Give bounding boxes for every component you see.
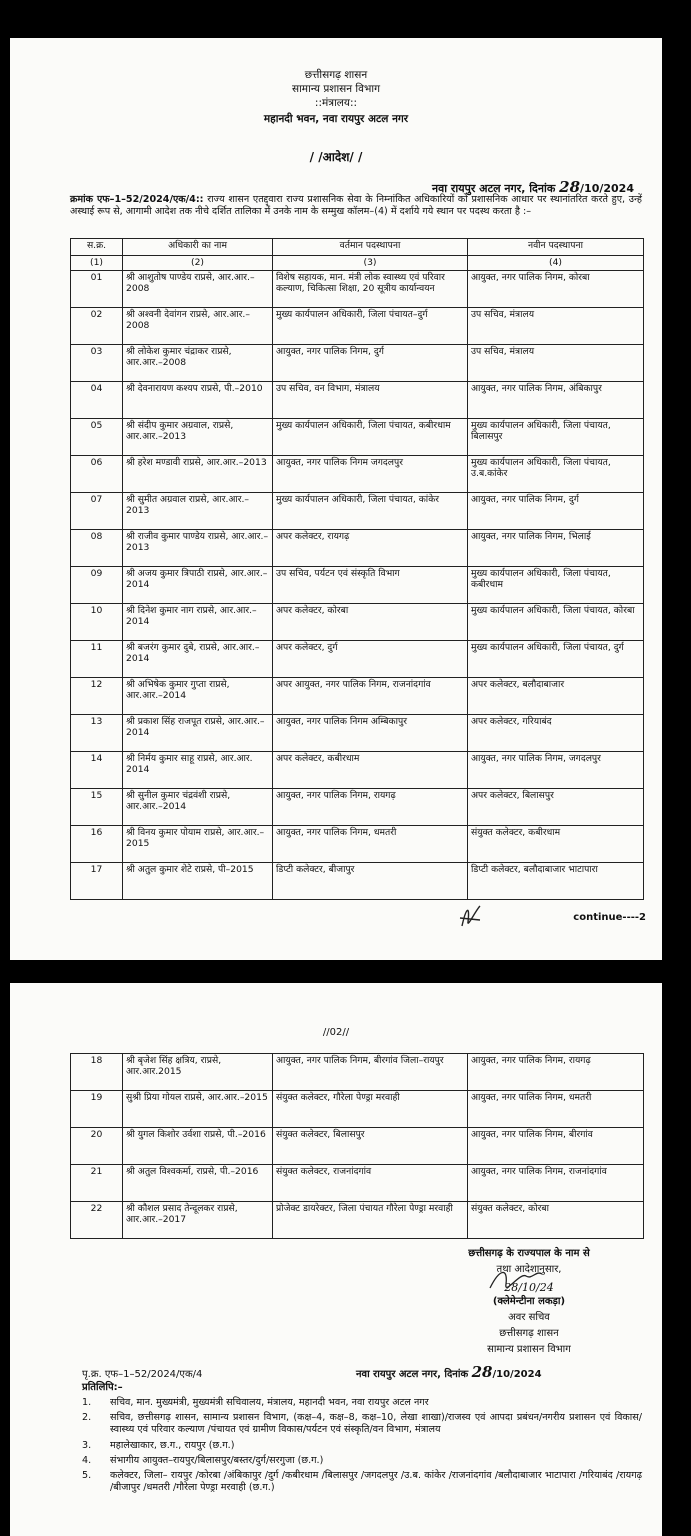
cell-current-posting: आयुक्त, नगर पालिक निगम जगदलपुर [273, 456, 468, 493]
col-number: (1) [71, 256, 123, 271]
header-department: सामान्य प्रशासन विभाग [291, 83, 380, 95]
endorsement-date-prefix: नवा रायपुर अटल नगर, दिनांक [356, 1369, 469, 1380]
cell-current-posting: आयुक्त, नगर पालिक निगम, रायगढ़ [273, 789, 468, 826]
cell-current-posting: आयुक्त, नगर पालिक निगम, दुर्ग [273, 345, 468, 382]
cell-officer-name: श्री संदीप कुमार अग्रवाल, राप्रसे, आर.आर.–2013 [123, 419, 273, 456]
table-body [71, 271, 644, 900]
table-row [71, 641, 644, 678]
cell-current-posting: अपर आयुक्त, नगर पालिक निगम, राजनांदगांव [273, 678, 468, 715]
document-page-1 [10, 38, 662, 960]
cell-sno: 10 [71, 604, 123, 641]
table-row [71, 419, 644, 456]
endorsement-date [356, 1363, 542, 1381]
cell-new-posting: मुख्य कार्यपालन अधिकारी, जिला पंचायत, कबीरधाम [468, 567, 644, 604]
table-row [71, 271, 644, 308]
governor-line-1: छत्तीसगढ़ के राज्यपाल के नाम से [468, 1248, 590, 1259]
cell-sno: 19 [71, 1091, 123, 1128]
cell-current-posting: अपर कलेक्टर, रायगढ़ [273, 530, 468, 567]
header-ministry: ::मंत्रालय:: [314, 97, 358, 109]
table-row [71, 1128, 644, 1165]
governor-line-2: तथा आदेशानुसार, [496, 1264, 562, 1275]
cell-current-posting: आयुक्त, नगर पालिक निगम, बीरगांव जिला–रायपुर [273, 1054, 468, 1091]
cell-officer-name: सुश्री प्रिया गोयल राप्रसे, आर.आर.–2015 [123, 1091, 273, 1128]
cell-new-posting: उप सचिव, मंत्रालय [468, 308, 644, 345]
cell-new-posting: आयुक्त, नगर पालिक निगम, दुर्ग [468, 493, 644, 530]
table-row [71, 863, 644, 900]
cell-new-posting: आयुक्त, नगर पालिक निगम, भिलाई [468, 530, 644, 567]
endorsement-date-suffix: /10/2024 [492, 1369, 542, 1380]
cell-officer-name: श्री देवनारायण कश्यप राप्रसे, पी.–2010 [123, 382, 273, 419]
list-item-number: 2. [82, 1412, 92, 1424]
cell-officer-name: श्री अजय कुमार त्रिपाठी राप्रसे, आर.आर.–2014 [123, 567, 273, 604]
signature-date-handwritten: 28/10/24 [504, 1281, 554, 1294]
cell-current-posting: आयुक्त, नगर पालिक निगम, धमतरी [273, 826, 468, 863]
cell-current-posting: डिप्टी कलेक्टर, बीजापुर [273, 863, 468, 900]
table-row [71, 1054, 644, 1091]
cell-officer-name: श्री दिनेश कुमार नाग राप्रसे, आर.आर.–2014 [123, 604, 273, 641]
cell-officer-name: श्री सुमीत अग्रवाल राप्रसे, आर.आर.–2013 [123, 493, 273, 530]
table-row [71, 382, 644, 419]
date-prefix: नवा रायपुर अटल नगर, दिनांक [431, 182, 556, 195]
table-body [71, 1054, 644, 1239]
header-address: महानदी भवन, नवा रायपुर अटल नगर [263, 113, 409, 125]
cell-sno: 05 [71, 419, 123, 456]
signature-icon [486, 1266, 546, 1296]
cell-current-posting: मुख्य कार्यपालन अधिकारी, जिला पंचायत, कबीरधाम [273, 419, 468, 456]
list-item [82, 1412, 642, 1436]
table-row [71, 493, 644, 530]
cell-new-posting: आयुक्त, नगर पालिक निगम, बीरगांव [468, 1128, 644, 1165]
order-intro [70, 194, 642, 217]
table-row [71, 1091, 644, 1128]
cell-new-posting: संयुक्त कलेक्टर, कोरबा [468, 1202, 644, 1239]
table-header-row [71, 239, 644, 256]
table-row [71, 530, 644, 567]
cell-current-posting: आयुक्त, नगर पालिक निगम अम्बिकापुर [273, 715, 468, 752]
officer-org-1: छत्तीसगढ़ शासन [499, 1328, 559, 1339]
cell-current-posting: अपर कलेक्टर, दुर्ग [273, 641, 468, 678]
cell-sno: 17 [71, 863, 123, 900]
cell-current-posting: प्रोजेक्ट डायरेक्टर, जिला पंचायत गौरेला पेण्ड्रा मरवाही [273, 1202, 468, 1239]
cell-new-posting: आयुक्त, नगर पालिक निगम, कोरबा [468, 271, 644, 308]
list-item [82, 1455, 642, 1467]
date-suffix: /10/2024 [580, 182, 634, 195]
cell-new-posting: आयुक्त, नगर पालिक निगम, जगदलपुर [468, 752, 644, 789]
list-item-number: 5. [82, 1470, 92, 1482]
cell-officer-name: श्री राजीव कुमार पाण्डेय राप्रसे, आर.आर.–2013 [123, 530, 273, 567]
cell-sno: 12 [71, 678, 123, 715]
cell-current-posting: संयुक्त कलेक्टर, गौरेला पेण्ड्रा मरवाही [273, 1091, 468, 1128]
officer-designation: अवर सचिव [508, 1312, 550, 1323]
cell-new-posting: अपर कलेक्टर, बलौदाबाजार [468, 678, 644, 715]
list-item-text: कलेक्टर, जिला– रायपुर /कोरबा /अंबिकापुर /दुर्ग /कबीरधाम /बिलासपुर /जगदलपुर /उ.ब. कांकेर /राजनांदगांव /बलौदाबाजार भाटापारा /गरियाबंद /रायगढ़ /बीजापुर /धमतरी /गौरेला पेण्ड्रा मरवाही (छ.ग.) [110, 1470, 642, 1494]
copy-list [82, 1397, 642, 1497]
order-reference: क्रमांक एफ–1–52/2024/एक/4:: [70, 194, 204, 205]
cell-sno: 11 [71, 641, 123, 678]
cell-officer-name: श्री विनय कुमार पोयाम राप्रसे, आर.आर.–2015 [123, 826, 273, 863]
table-row [71, 308, 644, 345]
col-number: (2) [123, 256, 273, 271]
list-item-text: महालेखाकार, छ.ग., रायपुर (छ.ग.) [110, 1439, 235, 1451]
cell-sno: 20 [71, 1128, 123, 1165]
cell-new-posting: अपर कलेक्टर, बिलासपुर [468, 789, 644, 826]
cell-new-posting: आयुक्त, नगर पालिक निगम, अंबिकापुर [468, 382, 644, 419]
officer-org-2: सामान्य प्रशासन विभाग [487, 1344, 571, 1355]
header-officer-name: अधिकारी का नाम [123, 239, 273, 256]
table-row [71, 752, 644, 789]
header-state: छत्तीसगढ़ शासन [304, 69, 368, 81]
document-page-2 [10, 983, 662, 1536]
cell-new-posting: अपर कलेक्टर, गरियाबंद [468, 715, 644, 752]
initials-signature-icon [456, 900, 486, 930]
cell-officer-name: श्री कौशल प्रसाद तेन्दूलकर राप्रसे, आर.आर.–2017 [123, 1202, 273, 1239]
cell-new-posting: मुख्य कार्यपालन अधिकारी, जिला पंचायत, कोरबा [468, 604, 644, 641]
cell-sno: 04 [71, 382, 123, 419]
transfer-table-page-1 [70, 238, 644, 900]
transfer-table-page-2 [70, 1053, 644, 1239]
table-row [71, 345, 644, 382]
cell-sno: 13 [71, 715, 123, 752]
cell-current-posting: अपर कलेक्टर, कबीरधाम [273, 752, 468, 789]
table-row [71, 678, 644, 715]
cell-new-posting: मुख्य कार्यपालन अधिकारी, जिला पंचायत, बिलासपुर [468, 419, 644, 456]
cell-sno: 08 [71, 530, 123, 567]
header-sno: स.क्र. [71, 239, 123, 256]
cell-new-posting: डिप्टी कलेक्टर, बलौदाबाजार भाटापारा [468, 863, 644, 900]
table-row [71, 567, 644, 604]
table-row [71, 604, 644, 641]
cell-current-posting: उप सचिव, वन विभाग, मंत्रालय [273, 382, 468, 419]
copy-label: प्रतिलिपि:– [82, 1382, 123, 1393]
cell-sno: 22 [71, 1202, 123, 1239]
cell-officer-name: श्री अतुल विश्वकर्मा, राप्रसे, पी.–2016 [123, 1165, 273, 1202]
cell-new-posting: उप सचिव, मंत्रालय [468, 345, 644, 382]
list-item-number: 3. [82, 1439, 92, 1451]
cell-new-posting: आयुक्त, नगर पालिक निगम, रायगढ़ [468, 1054, 644, 1091]
cell-officer-name: श्री आशुतोष पाण्डेय राप्रसे, आर.आर.–2008 [123, 271, 273, 308]
cell-officer-name: श्री अभिषेक कुमार गुप्ता राप्रसे, आर.आर.–2014 [123, 678, 273, 715]
endorsement-reference: पृ.क्र. एफ–1–52/2024/एक/4 [82, 1369, 203, 1380]
cell-officer-name: श्री निर्मय कुमार साहू राप्रसे, आर.आर. 2014 [123, 752, 273, 789]
list-item [82, 1470, 642, 1494]
cell-sno: 03 [71, 345, 123, 382]
cell-current-posting: संयुक्त कलेक्टर, बिलासपुर [273, 1128, 468, 1165]
page-number: //02// [322, 1027, 350, 1038]
cell-officer-name: श्री प्रकाश सिंह राजपूत राप्रसे, आर.आर.–2014 [123, 715, 273, 752]
cell-current-posting: विशेष सहायक, मान. मंत्री लोक स्वास्थ्य एवं परिवार कल्याण, चिकित्सा शिक्षा, 20 सूत्रीय कार्यान्वयन [273, 271, 468, 308]
order-body: राज्य शासन एतद्द्वारा राज्य प्रशासनिक सेवा के निम्नांकित अधिकारियों को प्रशासनिक आधार पर स्थानांतरित करते हुए, उन्हें अस्थाई रूप से, आगामी आदेश तक नीचे दर्शित तालिका में उनके नाम के सम्मुख कॉलम–(4) में दर्शाये गये स्थान पर पदस्थ करता है :– [70, 194, 643, 217]
list-item-text: संभागीय आयुक्त–रायपुर/बिलासपुर/बस्तर/दुर्ग/सरगुजा (छ.ग.) [110, 1454, 324, 1466]
date-day-handwritten: 28 [559, 178, 581, 196]
cell-officer-name: श्री युगल किशोर उर्वशा राप्रसे, पी.–2016 [123, 1128, 273, 1165]
cell-current-posting: अपर कलेक्टर, कोरबा [273, 604, 468, 641]
list-item-number: 4. [82, 1454, 92, 1466]
table-row [71, 1202, 644, 1239]
cell-current-posting: संयुक्त कलेक्टर, राजनांदगांव [273, 1165, 468, 1202]
cell-new-posting: संयुक्त कलेक्टर, कबीरधाम [468, 826, 644, 863]
cell-new-posting: आयुक्त, नगर पालिक निगम, राजनांदगांव [468, 1165, 644, 1202]
col-number: (3) [273, 256, 468, 271]
cell-officer-name: श्री अश्वनी देवांगन राप्रसे, आर.आर.–2008 [123, 308, 273, 345]
officer-name: (क्लेमेन्टीना लकड़ा) [492, 1296, 566, 1307]
cell-sno: 15 [71, 789, 123, 826]
cell-sno: 16 [71, 826, 123, 863]
cell-officer-name: श्री अतुल कुमार शेटे राप्रसे, पी–2015 [123, 863, 273, 900]
cell-officer-name: श्री बृजेश सिंह क्षत्रिय, राप्रसे, आर.आर.2015 [123, 1054, 273, 1091]
continue-label: continue----2 [573, 912, 646, 923]
table-row [71, 789, 644, 826]
cell-current-posting: उप सचिव, पर्यटन एवं संस्कृति विभाग [273, 567, 468, 604]
list-item-text: सचिव, मान. मुख्यमंत्री, मुख्यमंत्री सचिवालय, मंत्रालय, महानदी भवन, नवा रायपुर अटल नगर [110, 1397, 429, 1408]
endorsement-day-handwritten: 28 [471, 1363, 493, 1381]
header-current-posting: वर्तमान पदस्थापना [273, 239, 468, 256]
list-item-text: सचिव, छत्तीसगढ़ शासन, सामान्य प्रशासन विभाग, (कक्ष–4, कक्ष–8, कक्ष–10, लेखा शाखा)/राजस्व एवं आपदा प्रबंधन/नगरीय प्रशासन एवं विकास/स्वास्थ्य एवं परिवार कल्याण /पंचायत एवं ग्रामीण विकास/पर्यटन एवं संस्कृति/वन विभाग, मंत्रालय [110, 1412, 642, 1436]
cell-new-posting: मुख्य कार्यपालन अधिकारी, जिला पंचायत, उ.ब.कांकेर [468, 456, 644, 493]
table-row [71, 456, 644, 493]
cell-officer-name: श्री हरेश मण्डावी राप्रसे, आर.आर.–2013 [123, 456, 273, 493]
cell-sno: 07 [71, 493, 123, 530]
cell-current-posting: मुख्य कार्यपालन अधिकारी, जिला पंचायत, कांकेर [273, 493, 468, 530]
cell-sno: 21 [71, 1165, 123, 1202]
list-item [82, 1440, 642, 1452]
cell-officer-name: श्री लोकेश कुमार चंद्राकर राप्रसे, आर.आर.–2008 [123, 345, 273, 382]
cell-officer-name: श्री सुनील कुमार चंद्रवंशी राप्रसे, आर.आर.–2014 [123, 789, 273, 826]
cell-new-posting: मुख्य कार्यपालन अधिकारी, जिला पंचायत, दुर्ग [468, 641, 644, 678]
table-row [71, 715, 644, 752]
order-title: / /आदेश/ / [309, 150, 363, 164]
cell-sno: 01 [71, 271, 123, 308]
table-row [71, 826, 644, 863]
list-item [82, 1397, 642, 1409]
cell-officer-name: श्री बजरंग कुमार दुबे, राप्रसे, आर.आर.–2014 [123, 641, 273, 678]
table-column-numbers [71, 256, 644, 271]
table-row [71, 1165, 644, 1202]
col-number: (4) [468, 256, 644, 271]
list-item-number: 1. [82, 1397, 92, 1408]
cell-new-posting: आयुक्त, नगर पालिक निगम, धमतरी [468, 1091, 644, 1128]
cell-current-posting: मुख्य कार्यपालन अधिकारी, जिला पंचायत–दुर्ग [273, 308, 468, 345]
cell-sno: 14 [71, 752, 123, 789]
cell-sno: 02 [71, 308, 123, 345]
header-new-posting: नवीन पदस्थापना [468, 239, 644, 256]
cell-sno: 06 [71, 456, 123, 493]
cell-sno: 09 [71, 567, 123, 604]
cell-sno: 18 [71, 1054, 123, 1091]
